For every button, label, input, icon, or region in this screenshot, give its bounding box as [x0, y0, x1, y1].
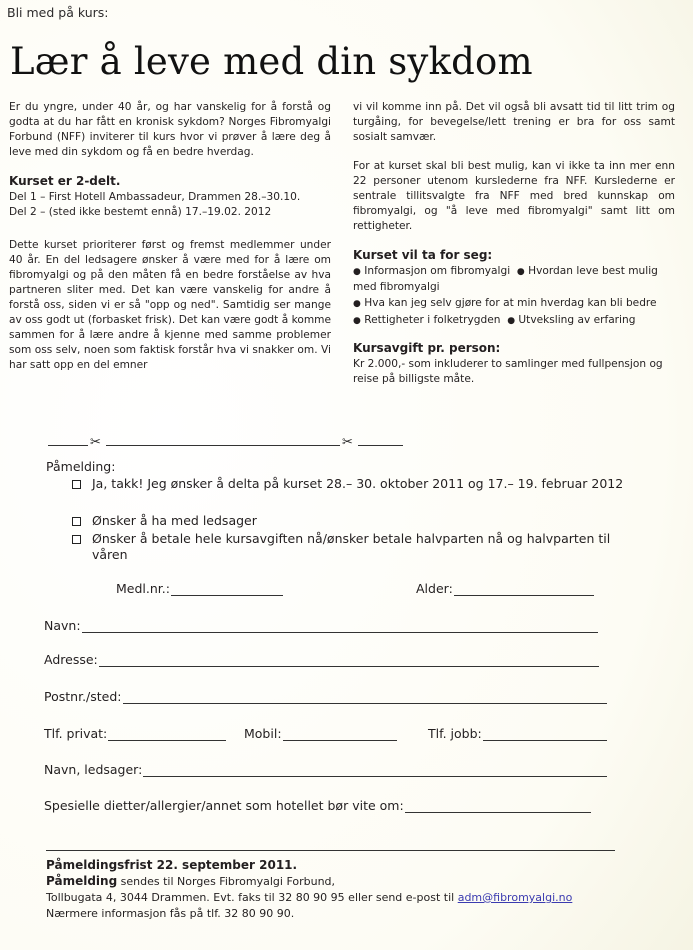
phone-work-field[interactable]	[428, 726, 607, 741]
special-needs-extra-line[interactable]	[46, 850, 615, 851]
phone-work-label: Tlf. jobb:	[428, 726, 482, 741]
address-label: Adresse:	[44, 652, 98, 667]
bullet-icon: ●	[353, 267, 361, 277]
address-field[interactable]	[44, 652, 599, 667]
bullet-icon: ●	[353, 316, 361, 326]
fee-heading: Kursavgift pr. person:	[353, 341, 501, 355]
capacity-paragraph: For at kurset skal bli best mulig, kan vi ikke ta inn mer enn 22 personer utenom kurslederne fra NFF. Kurslederne er sentrale tillitsvalgte fra NFF med bred kunnskap om fibromyalgi, og "å leve med fibromyalgi" samt litt om rettigheter.	[353, 160, 675, 232]
checkbox-payment[interactable]	[72, 535, 81, 544]
send-label: Påmelding	[46, 874, 118, 888]
option-companion[interactable]	[72, 513, 632, 529]
companion-name-label: Navn, ledsager:	[44, 762, 143, 777]
priority-paragraph: Dette kurset prioriterer først og fremst medlemmer under 40 år. En del ledsagere ønsker å være med for å lære om fibromyalgi og på den måten få en bedre forståelse av hva partneren sliter med. Det kan være vanskelig for andre å forstå oss, siden vi er så "opp og ned". Samtidig ser mange av oss godt ut (forbasket frisk). Det kan være godt å komme sammen for å lære andre å kjenne med samme problemer som oss selv, noen som faktisk forstår hva vi snakker om. Vi har satt opp en del emner	[9, 239, 331, 371]
name-line[interactable]	[82, 620, 598, 633]
address-text: Tollbugata 4, 3044 Drammen. Evt. faks til 32 80 90 95 eller send e-post til	[46, 891, 455, 904]
course-part-1: Del 1 – First Hotell Ambassadeur, Drammen 28.–30.10.	[9, 191, 301, 203]
mobile-line[interactable]	[283, 728, 397, 741]
send-text: sendes til Norges Fibromyalgi Forbund,	[120, 875, 336, 888]
postal-field[interactable]	[44, 689, 607, 704]
option-payment-label: Ønsker å betale hele kursavgiften nå/ønsker betale halvparten nå og halvparten til våren	[92, 531, 611, 562]
cut-line-segment	[106, 445, 340, 446]
right-column	[353, 100, 675, 387]
footer	[46, 857, 666, 922]
fee-text: Kr 2.000,- som inkluderer to samlinger med fullpensjon og reise på billigste måte.	[353, 358, 663, 385]
deadline-text: Påmeldingsfrist 22. september 2011.	[46, 858, 298, 872]
info-text: Nærmere informasjon fås på tlf. 32 80 90 90.	[46, 907, 295, 920]
option-attend-label: Ja, takk! Jeg ønsker å delta på kurset 28.– 30. oktober 2011 og 17.– 19. februar 2012	[92, 476, 624, 491]
topic-item: ● Informasjon om fibromyalgi ● Hvordan leve best mulig med fibromyalgi	[353, 265, 658, 293]
companion-name-field[interactable]	[44, 762, 607, 777]
bullet-icon: ●	[507, 316, 516, 326]
phone-private-label: Tlf. privat:	[44, 726, 108, 741]
mobile-field[interactable]	[244, 726, 397, 741]
age-field[interactable]	[416, 581, 594, 596]
option-attend[interactable]	[72, 476, 632, 492]
intro-paragraph: Er du yngre, under 40 år, og har vanskelig for å forstå og godta at du har fått en kronisk sykdom? Norges Fibromyalgi Forbund (NFF) inviterer til kurs hvor vi prøver å lære deg å leve med din sykdom og få en bedre hverdag.	[9, 101, 331, 158]
address-info	[46, 890, 666, 906]
scissors-icon: ✂	[342, 435, 353, 450]
mobile-label: Mobil:	[244, 726, 282, 741]
continuation-paragraph: vi vil komme inn på. Det vil også bli avsatt tid til litt trim og turgåing, for bevegelse/lett trening er bra for oss samt sosialt samvær.	[353, 101, 675, 143]
cut-line	[48, 433, 403, 457]
member-number-line[interactable]	[171, 583, 283, 596]
special-needs-line[interactable]	[405, 800, 591, 813]
option-payment[interactable]	[72, 531, 632, 562]
name-label: Navn:	[44, 618, 81, 633]
course-part-2: Del 2 – (sted ikke bestemt ennå) 17.–19.02. 2012	[9, 206, 272, 218]
topics-heading: Kurset vil ta for seg:	[353, 248, 493, 262]
postal-label: Postnr./sted:	[44, 689, 122, 704]
cut-line-segment	[358, 445, 403, 446]
send-info	[46, 873, 666, 890]
member-number-label: Medl.nr.:	[116, 581, 170, 596]
companion-name-line[interactable]	[143, 764, 607, 777]
left-column	[9, 100, 331, 387]
special-needs-label: Spesielle dietter/allergier/annet som hotellet bør vite om:	[44, 798, 404, 813]
member-number-field[interactable]	[116, 581, 283, 596]
address-line[interactable]	[99, 654, 599, 667]
scissors-icon: ✂	[90, 435, 101, 450]
topics-list	[353, 264, 675, 329]
course-heading: Kurset er 2-delt.	[9, 174, 121, 188]
page-title: Lær å leve med din sykdom	[10, 40, 533, 83]
email-link[interactable]: adm@fibromyalgi.no	[457, 891, 573, 904]
checkbox-attend[interactable]	[72, 480, 81, 489]
name-field[interactable]	[44, 618, 598, 633]
cut-line-segment	[48, 445, 88, 446]
form-heading: Påmelding:	[46, 459, 116, 474]
option-companion-label: Ønsker å ha med ledsager	[92, 513, 257, 528]
bullet-icon: ●	[516, 267, 525, 277]
topic-item: ● Hva kan jeg selv gjøre for at min hverdag kan bli bedre	[353, 297, 657, 309]
age-line[interactable]	[454, 583, 594, 596]
bullet-icon: ●	[353, 299, 361, 309]
phone-private-field[interactable]	[44, 726, 226, 741]
special-needs-field[interactable]	[44, 798, 591, 813]
age-label: Alder:	[416, 581, 453, 596]
kicker-text: Bli med på kurs:	[7, 5, 109, 20]
postal-line[interactable]	[123, 691, 607, 704]
phone-private-line[interactable]	[108, 728, 226, 741]
checkbox-companion[interactable]	[72, 517, 81, 526]
phone-work-line[interactable]	[483, 728, 607, 741]
topic-item: ● Rettigheter i folketrygden ● Utveksling av erfaring	[353, 314, 636, 326]
